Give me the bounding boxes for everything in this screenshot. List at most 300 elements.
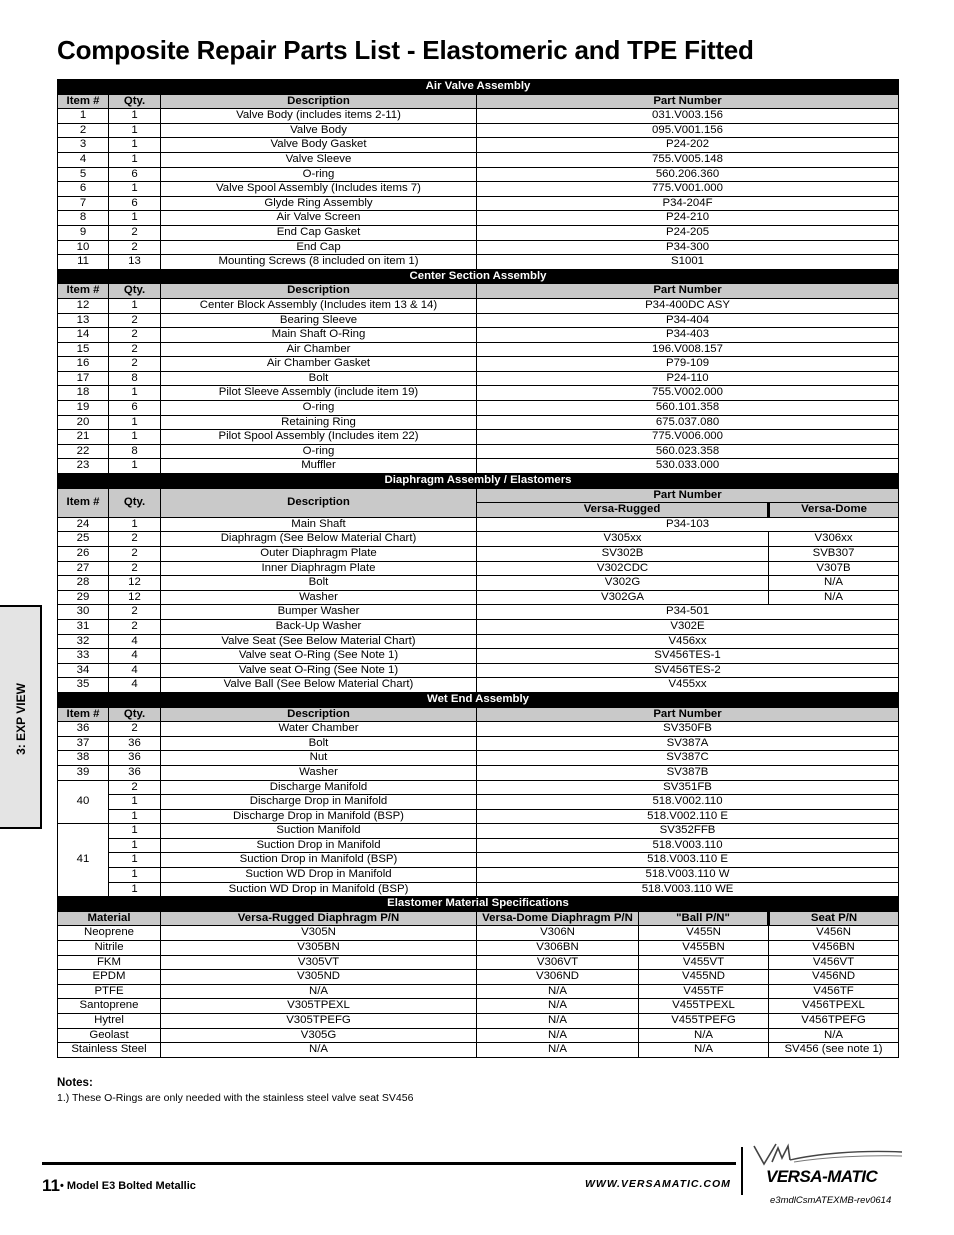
section-diaphragm — [58, 474, 899, 489]
item-number: 37 — [58, 736, 109, 751]
quantity: 4 — [109, 663, 161, 678]
table-row — [58, 123, 899, 138]
description: Back-Up Washer — [161, 619, 477, 634]
table-row — [58, 1028, 899, 1043]
quantity: 6 — [109, 196, 161, 211]
part-number: 518.V003.110 E — [477, 853, 899, 868]
versa-dome-pn: N/A — [477, 1014, 639, 1029]
part-number: SV350FB — [477, 722, 899, 737]
footer-divider — [741, 1147, 743, 1195]
part-number-versa-rugged: SV302B — [477, 547, 769, 562]
table-row — [58, 736, 899, 751]
item-number: 18 — [58, 386, 109, 401]
quantity: 1 — [109, 517, 161, 532]
item-number: 30 — [58, 605, 109, 620]
quantity: 1 — [109, 211, 161, 226]
description: Suction Manifold — [161, 824, 477, 839]
description: Muffler — [161, 459, 477, 474]
col-header-part-number: Part Number — [477, 707, 899, 722]
quantity: 1 — [109, 838, 161, 853]
material: Hytrel — [58, 1014, 161, 1029]
item-number: 13 — [58, 313, 109, 328]
versa-dome-pn: N/A — [477, 1028, 639, 1043]
table-row — [58, 619, 899, 634]
table-row — [58, 634, 899, 649]
description: End Cap — [161, 240, 477, 255]
table-row — [58, 649, 899, 664]
seat-pn: V456TF — [769, 984, 899, 999]
seat-pn: V456TPEXL — [769, 999, 899, 1014]
versa-rugged-pn: V305VT — [161, 955, 477, 970]
part-number-versa-rugged: V302G — [477, 576, 769, 591]
side-tab-label: 3: EXP VIEW — [14, 683, 28, 755]
description: Main Shaft O-Ring — [161, 328, 477, 343]
table-row — [58, 999, 899, 1014]
versa-rugged-pn: V305ND — [161, 970, 477, 985]
section-title: Diaphragm Assembly / Elastomers — [58, 474, 899, 489]
quantity: 2 — [109, 313, 161, 328]
description: Bearing Sleeve — [161, 313, 477, 328]
quantity: 2 — [109, 722, 161, 737]
item-number: 25 — [58, 532, 109, 547]
material: Geolast — [58, 1028, 161, 1043]
col-header-versa-rugged: Versa-Rugged — [477, 503, 769, 518]
item-number: 10 — [58, 240, 109, 255]
table-row — [58, 780, 899, 795]
table-row — [58, 970, 899, 985]
quantity: 1 — [109, 430, 161, 445]
ball-pn: V455VT — [639, 955, 769, 970]
ball-pn: V455N — [639, 926, 769, 941]
description: Valve Ball (See Below Material Chart) — [161, 678, 477, 693]
table-row — [58, 342, 899, 357]
quantity: 1 — [109, 868, 161, 883]
col-header-seat-pn: Seat P/N — [769, 911, 899, 926]
part-number-versa-dome: V307B — [769, 561, 899, 576]
description: Discharge Drop in Manifold (BSP) — [161, 809, 477, 824]
part-number: SV456TES-1 — [477, 649, 899, 664]
quantity: 1 — [109, 109, 161, 124]
part-number: P34-403 — [477, 328, 899, 343]
part-number: P34-103 — [477, 517, 899, 532]
description: Pilot Spool Assembly (Includes item 22) — [161, 430, 477, 445]
quantity: 6 — [109, 401, 161, 416]
material: Nitrile — [58, 941, 161, 956]
quantity: 13 — [109, 255, 161, 270]
col-header-part-number: Part Number — [477, 94, 899, 109]
table-row — [58, 401, 899, 416]
item-number: 14 — [58, 328, 109, 343]
parts-list — [57, 79, 898, 1058]
versa-dome-pn: V306VT — [477, 955, 639, 970]
seat-pn: V456ND — [769, 970, 899, 985]
part-number: SV456TES-2 — [477, 663, 899, 678]
part-number: 775.V006.000 — [477, 430, 899, 445]
description: Pilot Sleeve Assembly (include item 19) — [161, 386, 477, 401]
part-number: P79-109 — [477, 357, 899, 372]
seat-pn: V456N — [769, 926, 899, 941]
table-row — [58, 824, 899, 839]
col-header-item: Item # — [58, 707, 109, 722]
ball-pn: V455BN — [639, 941, 769, 956]
quantity: 4 — [109, 634, 161, 649]
item-number: 29 — [58, 590, 109, 605]
quantity: 2 — [109, 225, 161, 240]
table-row — [58, 547, 899, 562]
description: O-ring — [161, 401, 477, 416]
quantity: 1 — [109, 795, 161, 810]
description: Bolt — [161, 371, 477, 386]
quantity: 4 — [109, 649, 161, 664]
footer-rule — [42, 1162, 736, 1165]
item-number: 21 — [58, 430, 109, 445]
ball-pn: N/A — [639, 1028, 769, 1043]
note-1: 1.) These O-Rings are only needed with the stainless steel valve seat SV456 — [57, 1092, 414, 1104]
column-header-row — [58, 911, 899, 926]
item-number: 28 — [58, 576, 109, 591]
page-number: 11 — [42, 1176, 60, 1195]
description: Valve Body Gasket — [161, 138, 477, 153]
item-number: 33 — [58, 649, 109, 664]
quantity: 1 — [109, 298, 161, 313]
versa-rugged-pn: V305G — [161, 1028, 477, 1043]
section-wet-end — [58, 692, 899, 707]
quantity: 1 — [109, 882, 161, 897]
part-number: SV352FFB — [477, 824, 899, 839]
page-model: • Model E3 Bolted Metallic — [60, 1180, 196, 1192]
item-number: 41 — [58, 824, 109, 897]
col-header-description: Description — [161, 707, 477, 722]
quantity: 2 — [109, 547, 161, 562]
material: PTFE — [58, 984, 161, 999]
col-header-versa-dome-pn: Versa-Dome Diaphragm P/N — [477, 911, 639, 926]
part-number: 196.V008.157 — [477, 342, 899, 357]
item-number: 40 — [58, 780, 109, 824]
quantity: 6 — [109, 167, 161, 182]
col-header-qty: Qty. — [109, 488, 161, 517]
description: Valve Sleeve — [161, 152, 477, 167]
description: Air Chamber Gasket — [161, 357, 477, 372]
section-air-valve — [58, 80, 899, 95]
description: Suction WD Drop in Manifold — [161, 868, 477, 883]
quantity: 2 — [109, 342, 161, 357]
part-number: 560.023.358 — [477, 444, 899, 459]
description: Washer — [161, 765, 477, 780]
description: Outer Diaphragm Plate — [161, 547, 477, 562]
table-row — [58, 663, 899, 678]
quantity: 8 — [109, 371, 161, 386]
col-header-part-number: Part Number — [477, 284, 899, 299]
versa-dome-pn: N/A — [477, 1043, 639, 1058]
description: O-ring — [161, 444, 477, 459]
table-row — [58, 532, 899, 547]
versa-rugged-pn: V305BN — [161, 941, 477, 956]
quantity: 1 — [109, 824, 161, 839]
table-row — [58, 444, 899, 459]
section-elastomer — [58, 897, 899, 912]
table-row — [58, 371, 899, 386]
table-row — [58, 926, 899, 941]
quantity: 36 — [109, 751, 161, 766]
item-number: 6 — [58, 182, 109, 197]
col-header-ball-pn: "Ball P/N" — [639, 911, 769, 926]
table-row — [58, 298, 899, 313]
item-number: 4 — [58, 152, 109, 167]
table-row — [58, 868, 899, 883]
part-number: SV351FB — [477, 780, 899, 795]
description: End Cap Gasket — [161, 225, 477, 240]
versa-rugged-pn: N/A — [161, 1043, 477, 1058]
part-number-versa-rugged: V305xx — [477, 532, 769, 547]
table-row — [58, 196, 899, 211]
col-header-item: Item # — [58, 284, 109, 299]
description: Diaphragm (See Below Material Chart) — [161, 532, 477, 547]
description: Suction WD Drop in Manifold (BSP) — [161, 882, 477, 897]
table-row — [58, 955, 899, 970]
material: Neoprene — [58, 926, 161, 941]
table-row — [58, 459, 899, 474]
description: Discharge Drop in Manifold — [161, 795, 477, 810]
table-row — [58, 1014, 899, 1029]
quantity: 1 — [109, 138, 161, 153]
item-number: 11 — [58, 255, 109, 270]
part-number: 031.V003.156 — [477, 109, 899, 124]
item-number: 35 — [58, 678, 109, 693]
table-row — [58, 328, 899, 343]
section-title: Center Section Assembly — [58, 269, 899, 284]
col-header-material: Material — [58, 911, 161, 926]
material: Stainless Steel — [58, 1043, 161, 1058]
part-number: 755.V002.000 — [477, 386, 899, 401]
table-row — [58, 255, 899, 270]
brand-wordmark: VERSA-MATIC — [766, 1167, 878, 1186]
part-number: 560.206.360 — [477, 167, 899, 182]
description: Main Shaft — [161, 517, 477, 532]
col-header-qty: Qty. — [109, 707, 161, 722]
col-header-description: Description — [161, 94, 477, 109]
quantity: 2 — [109, 240, 161, 255]
ball-pn: N/A — [639, 1043, 769, 1058]
description: O-ring — [161, 167, 477, 182]
table-row — [58, 313, 899, 328]
table-row — [58, 138, 899, 153]
table-row — [58, 984, 899, 999]
part-number: V455xx — [477, 678, 899, 693]
part-number: SV387B — [477, 765, 899, 780]
item-number: 7 — [58, 196, 109, 211]
column-header-row — [58, 707, 899, 722]
table-row — [58, 751, 899, 766]
description: Discharge Manifold — [161, 780, 477, 795]
seat-pn: N/A — [769, 1028, 899, 1043]
parts-table — [57, 79, 899, 1058]
quantity: 2 — [109, 532, 161, 547]
part-number: P34-400DC ASY — [477, 298, 899, 313]
table-row — [58, 795, 899, 810]
item-number: 27 — [58, 561, 109, 576]
description: Suction Drop in Manifold — [161, 838, 477, 853]
table-row — [58, 882, 899, 897]
column-header-row — [58, 94, 899, 109]
section-title: Wet End Assembly — [58, 692, 899, 707]
col-header-part-number: Part Number — [477, 488, 899, 503]
item-number: 8 — [58, 211, 109, 226]
part-number: 518.V003.110 W — [477, 868, 899, 883]
part-number: 675.037.080 — [477, 415, 899, 430]
description: Valve Body — [161, 123, 477, 138]
quantity: 36 — [109, 765, 161, 780]
item-number: 1 — [58, 109, 109, 124]
versa-rugged-pn: V305N — [161, 926, 477, 941]
quantity: 4 — [109, 678, 161, 693]
part-number-versa-rugged: V302CDC — [477, 561, 769, 576]
description: Water Chamber — [161, 722, 477, 737]
item-number: 39 — [58, 765, 109, 780]
table-row — [58, 386, 899, 401]
quantity: 2 — [109, 619, 161, 634]
quantity: 1 — [109, 459, 161, 474]
description: Valve seat O-Ring (See Note 1) — [161, 649, 477, 664]
document-reference: e3mdlCsmATEXMB-rev0614 — [770, 1195, 892, 1206]
item-number: 24 — [58, 517, 109, 532]
quantity: 2 — [109, 561, 161, 576]
col-header-qty: Qty. — [109, 284, 161, 299]
seat-pn: V456BN — [769, 941, 899, 956]
item-number: 15 — [58, 342, 109, 357]
quantity: 2 — [109, 328, 161, 343]
section-side-tab — [0, 605, 42, 829]
table-row — [58, 152, 899, 167]
description: Valve Seat (See Below Material Chart) — [161, 634, 477, 649]
part-number-versa-dome: SVB307 — [769, 547, 899, 562]
description: Glyde Ring Assembly — [161, 196, 477, 211]
description: Bolt — [161, 576, 477, 591]
quantity: 1 — [109, 809, 161, 824]
item-number: 19 — [58, 401, 109, 416]
part-number: 095.V001.156 — [477, 123, 899, 138]
table-row — [58, 853, 899, 868]
description: Bumper Washer — [161, 605, 477, 620]
part-number-versa-dome: V306xx — [769, 532, 899, 547]
quantity: 2 — [109, 357, 161, 372]
item-number: 26 — [58, 547, 109, 562]
item-number: 38 — [58, 751, 109, 766]
item-number: 16 — [58, 357, 109, 372]
description: Valve Body (includes items 2-11) — [161, 109, 477, 124]
table-row — [58, 765, 899, 780]
col-header-item: Item # — [58, 488, 109, 517]
ball-pn: V455TF — [639, 984, 769, 999]
part-number: P34-501 — [477, 605, 899, 620]
material: Santoprene — [58, 999, 161, 1014]
column-header-row — [58, 488, 899, 503]
part-number: P34-300 — [477, 240, 899, 255]
table-row — [58, 357, 899, 372]
description: Valve seat O-Ring (See Note 1) — [161, 663, 477, 678]
quantity: 2 — [109, 780, 161, 795]
table-row — [58, 430, 899, 445]
col-header-item: Item # — [58, 94, 109, 109]
quantity: 2 — [109, 605, 161, 620]
versa-dome-pn: N/A — [477, 999, 639, 1014]
item-number: 36 — [58, 722, 109, 737]
quantity: 1 — [109, 853, 161, 868]
col-header-description: Description — [161, 488, 477, 517]
quantity: 1 — [109, 152, 161, 167]
part-number: 755.V005.148 — [477, 152, 899, 167]
versa-dome-pn: N/A — [477, 984, 639, 999]
part-number: S1001 — [477, 255, 899, 270]
table-row — [58, 1043, 899, 1058]
table-row — [58, 678, 899, 693]
part-number: P34-204F — [477, 196, 899, 211]
table-row — [58, 167, 899, 182]
table-row — [58, 605, 899, 620]
section-center — [58, 269, 899, 284]
description: Air Valve Screen — [161, 211, 477, 226]
part-number: P24-202 — [477, 138, 899, 153]
part-number-versa-rugged: V302GA — [477, 590, 769, 605]
item-number: 2 — [58, 123, 109, 138]
part-number-versa-dome: N/A — [769, 576, 899, 591]
table-row — [58, 225, 899, 240]
page-title: Composite Repair Parts List - Elastomeric and TPE Fitted — [57, 35, 754, 65]
description: Mounting Screws (8 included on item 1) — [161, 255, 477, 270]
description: Center Block Assembly (Includes item 13 & 14) — [161, 298, 477, 313]
item-number: 17 — [58, 371, 109, 386]
part-number: P24-110 — [477, 371, 899, 386]
col-header-description: Description — [161, 284, 477, 299]
part-number-versa-dome: N/A — [769, 590, 899, 605]
part-number: P34-404 — [477, 313, 899, 328]
versa-rugged-pn: V305TPEXL — [161, 999, 477, 1014]
table-row — [58, 838, 899, 853]
part-number: 518.V003.110 WE — [477, 882, 899, 897]
ball-pn: V455TPEFG — [639, 1014, 769, 1029]
ball-pn: V455TPEXL — [639, 999, 769, 1014]
col-header-versa-rugged-pn: Versa-Rugged Diaphragm P/N — [161, 911, 477, 926]
table-row — [58, 590, 899, 605]
col-header-qty: Qty. — [109, 94, 161, 109]
seat-pn: SV456 (see note 1) — [769, 1043, 899, 1058]
notes-heading: Notes: — [57, 1077, 93, 1089]
description: Bolt — [161, 736, 477, 751]
seat-pn: V456VT — [769, 955, 899, 970]
item-number: 20 — [58, 415, 109, 430]
versa-rugged-pn: N/A — [161, 984, 477, 999]
table-row — [58, 941, 899, 956]
website-link[interactable]: WWW.VERSAMATIC.COM — [585, 1178, 731, 1190]
table-row — [58, 240, 899, 255]
quantity: 12 — [109, 576, 161, 591]
part-number: 518.V002.110 E — [477, 809, 899, 824]
part-number: 518.V002.110 — [477, 795, 899, 810]
item-number: 32 — [58, 634, 109, 649]
part-number: 775.V001.000 — [477, 182, 899, 197]
part-number: 530.033.000 — [477, 459, 899, 474]
item-number: 31 — [58, 619, 109, 634]
ball-pn: V455ND — [639, 970, 769, 985]
description: Air Chamber — [161, 342, 477, 357]
part-number: V456xx — [477, 634, 899, 649]
table-row — [58, 809, 899, 824]
versa-dome-pn: V306ND — [477, 970, 639, 985]
table-row — [58, 109, 899, 124]
part-number: 560.101.358 — [477, 401, 899, 416]
item-number: 3 — [58, 138, 109, 153]
table-row — [58, 576, 899, 591]
description: Valve Spool Assembly (Includes items 7) — [161, 182, 477, 197]
